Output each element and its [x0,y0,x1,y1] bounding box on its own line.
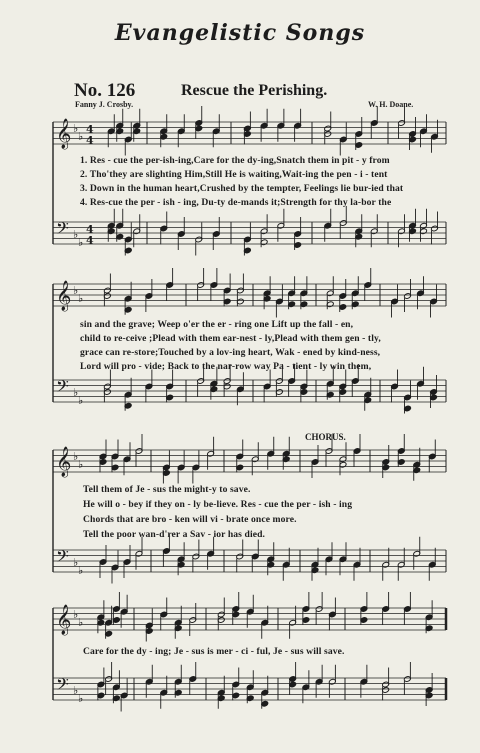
flat-icon: ♭ [73,228,79,241]
bass-clef-icon: 𝄢 [56,546,69,570]
flat-icon: ♭ [78,458,84,471]
flat-icon: ♭ [78,236,84,249]
hymn-title: Rescue the Perishing. [181,82,328,99]
lyric-line: 4. Res-cue the per - ish - ing, Du-ty de-mands it;Strength for thy la-bor the [80,197,392,208]
flat-icon: ♭ [73,386,79,399]
lyric-line: He will o - bey if they on - ly be-lieve. Res - cue the per - ish - ing [83,499,353,510]
author-credit: Fanny J. Crosby. [75,100,134,109]
flat-icon: ♭ [78,130,84,143]
bass-clef-icon: 𝄢 [56,218,69,242]
treble-clef-icon: 𝄞 [56,119,72,149]
book-title: Evangelistic Songs [114,20,366,46]
bass-clef-icon: 𝄢 [56,674,69,698]
flat-icon: ♭ [73,556,79,569]
time-signature: 4 [86,134,94,147]
time-signature: 4 [86,223,94,236]
composer-credit: W. H. Doane. [368,100,414,109]
treble-clef-icon: 𝄞 [56,605,72,635]
lyric-line: Care for the dy - ing; Je - sus is mer - ci - ful, Je - sus will save. [83,646,345,657]
lyric-line: 2. Tho'they are slighting Him,Still He is waiting,Wait-ing the pen - i - tent [80,169,388,180]
treble-clef-icon: 𝄞 [56,281,72,311]
lyric-line: sin and the grave; Weep o'er the er - ring one Lift up the fall - en, [80,319,354,330]
flat-icon: ♭ [73,284,79,297]
hymn-number: No. 126 [74,80,136,101]
flat-icon: ♭ [73,450,79,463]
time-signature: 4 [86,123,94,136]
bass-clef-icon: 𝄢 [56,376,69,400]
time-signature: 4 [86,234,94,247]
chorus-label: CHORUS. [305,432,346,442]
flat-icon: ♭ [78,616,84,629]
flat-icon: ♭ [73,608,79,621]
lyric-line: child to re-ceive ;Plead with them ear-nest - ly,Plead with them gen - tly, [80,333,381,344]
flat-icon: ♭ [78,692,84,705]
lyric-line: grace can re-store;Touched by a lov-ing heart, Wak - ened by kind-ness, [80,347,381,358]
flat-icon: ♭ [73,122,79,135]
lyric-line: 1. Res - cue the per-ish-ing,Care for the dy-ing,Snatch them in pit - y from [80,155,390,166]
lyric-line: Lord will pro - vide; Back to the nar-row way Pa - tient - ly win them, [80,361,372,372]
lyric-line: Tell the poor wan-d'rer a Sav - ior has died. [83,529,266,540]
flat-icon: ♭ [78,394,84,407]
lyric-line: 3. Down in the human heart,Crushed by the tempter, Feelings lie bur-ied that [80,183,404,194]
lyric-line: Chords that are bro - ken will vi - brate once more. [83,514,297,525]
flat-icon: ♭ [78,292,84,305]
flat-icon: ♭ [78,564,84,577]
lyric-line: Tell them of Je - sus the might-y to save. [83,484,251,495]
treble-clef-icon: 𝄞 [56,447,72,477]
flat-icon: ♭ [73,684,79,697]
